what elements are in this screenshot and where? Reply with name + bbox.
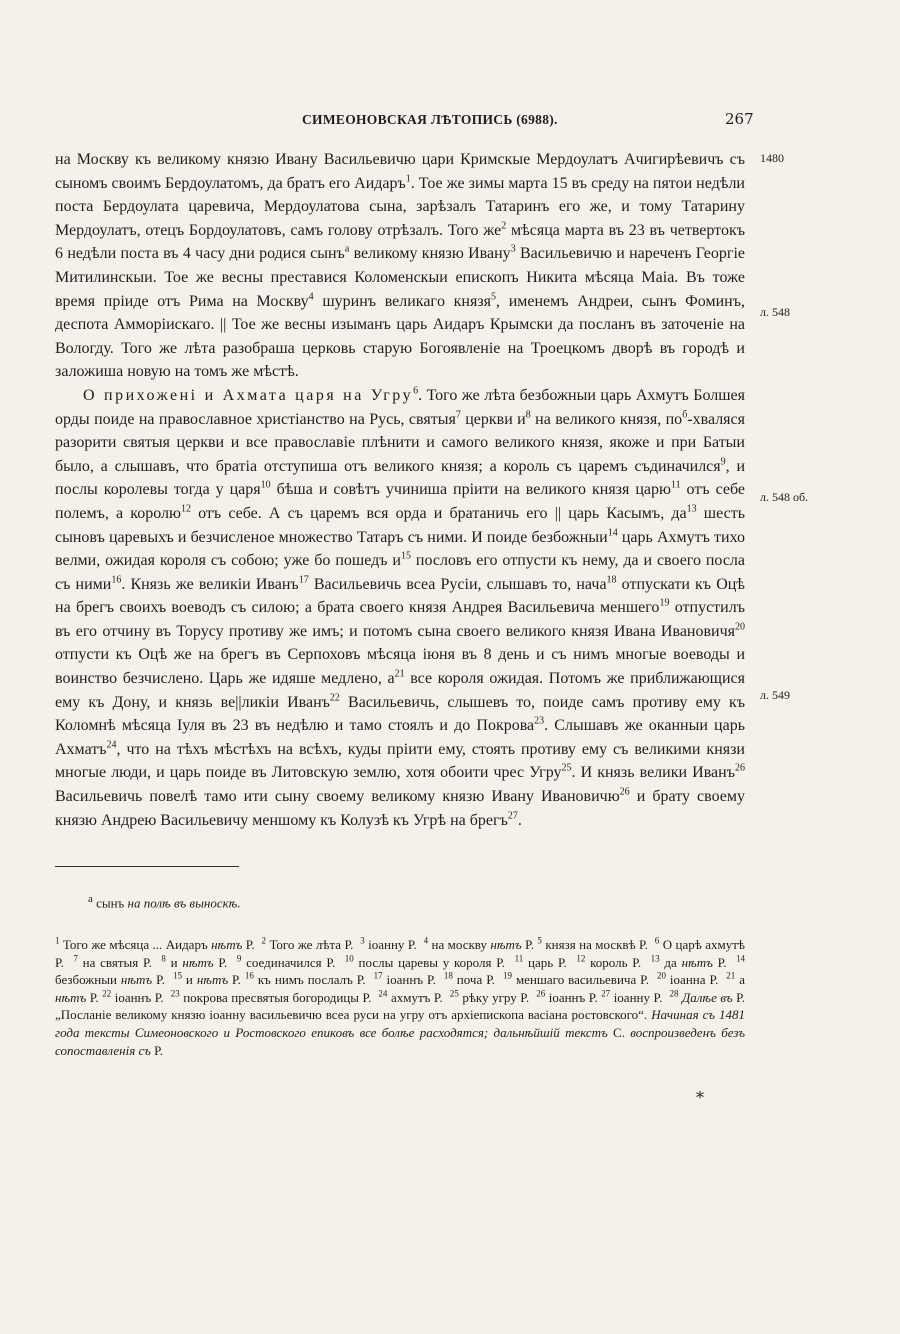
running-title: СИМЕОНОВСКАЯ ЛѢТОПИСЬ (6988).: [302, 112, 558, 127]
variant-mark: а: [88, 893, 93, 905]
footnote-divider: [55, 866, 239, 867]
chronicle-text: [55, 148, 745, 832]
variant-text: на полѣ въ выноскѣ.: [127, 895, 241, 911]
paragraph: на Москву къ великому князю Ивану Васильевичю цари Кримскые Мердоулатъ Ачигирѣевичъ съ сыномъ своимъ Бердоулатомъ, да братъ его Аидаръ$^1$. Тое же зимы марта 15 въ среду на пятои недѣли поста Бердоулата царевича, Мердоулатова сына, зарѣзалъ Татаринъ его же, и тому Татарину Мердоулатъ, отецъ Бордоулатовъ, самъ голову отрѣзалъ. Того $же^2$ мѣсяца марта въ 23 въ четвертокъ 6 недѣли поста въ 4 часу дни родися сынъ$^а$ великому князю Ивану$^3$ Васильевичю и нареченъ Георгіе Митилинскыи. Тое же весны преставися Коломенскыи епископъ Никита мѣсяца Маіа. Въ тоже время пріиде отъ Рима на Москву$^4$ шуринъ великагo князя$^5$, именемъ Андреи, сынъ Фоминъ, деспота Амморіискаго. || Тое же весны изыманъ царь Аидаръ Крымски да посланъ въ заточеніе на Вологду. Того же лѣта разобраша церковь старую Богоявленіе на Троецкомъ дворѣ въ городѣ и заложиша новую на томъ же мѣстѣ.: [55, 151, 746, 381]
variant-note: [88, 893, 241, 911]
margin-folio: л. 549: [760, 688, 790, 702]
asterisk-mark: *: [696, 1088, 704, 1107]
margin-folio: л. 548 об.: [760, 490, 809, 504]
margin-year: 1480: [760, 151, 784, 165]
footnotes: $^1$ Того же мѣсяца ... Аидаръ нѣтъ Р. $^2$ Того же лѣта Р. $^3$ іоанну Р. $^4$ на москву нѣтъ Р. $^5$ князя на москвѣ Р. $^6$ О царѣ ахмутѣ Р. $^7$ на святыя Р. $^8$ и нѣтъ Р. $^9$ соединачился Р. $^{10}$ послы царевы у короля Р. $^{11}$ царь Р. $^{12}$ король Р. $^{13}$ да нѣтъ Р. $^{14}$ безбожныи нѣтъ Р. $^{15}$ и нѣтъ Р. $^{16}$ къ нимъ послалъ Р. $^{17}$ іоаннъ Р. $^{18}$ поча Р. $^{19}$ меншаго васильевича Р. $^{20}$ іоанна Р. $^{21}$ а нѣтъ Р. $^{22}$ іоаннъ Р. $^{23}$ покрова пресвятыя богородицы Р. $^{24}$ ахмутъ Р. $^{25}$ рѣку угру Р. $^{26}$ іоаннъ Р. $^{27}$ іоанну Р. $^{28}$ Далѣе въ Р. „Посланіе великому князю іоанну васильевичю всеа руси на угру отъ архіепископа васіана ростовского“. Начиная съ 1481 года тексты Симеоновского и Ростовского епиковъ все болѣе расходятся; дальнѣйшій текстъ С. воспроизведенъ безъ сопоставленія съ Р.: [55, 935, 746, 1058]
margin-folio: л. 548: [760, 305, 790, 319]
page-header: [0, 112, 900, 136]
variant-word: сынъ: [96, 895, 125, 911]
paragraph: О прихожені и Ахмата царя на Угру$^6$. Того же лѣта безбожныи царь Ахмутъ Болшея орды поиде на православное христіанство на Русь, святыя$^7$ церкви $и^8$ на великого князя, $по^б$-хваляся разорити святыя церкви и все православіе плѣнити и самого великого князя, якоже и при Батыи было, а слышавъ, что братіа отступиша отъ великого князя; а король съ царемъ съдиначился$^9$, и послы королевы тогда у царя$^{10}$ бѣша и совѣтъ учиниша пріити на великого князя царю$^{11}$ отъ себе полемъ, а королю$^{12}$ отъ себе. А съ царемъ вся орда и братаничь его || царь Касымъ, $да^{13}$ шесть сыновъ царевыхъ и безчисленое множество Татаръ съ ними. И поиде безбожныи$^{14}$ царь Ахмутъ тихо велми, ожидая короля съ собою; уже бо пошедъ $и^{15}$ пословъ его отпусти къ нему, да и своего посла съ ними$^{16}$. Князь же великіи Иванъ$^{17}$ Васильевичь всеа Русіи, слышавъ то, нача$^{18}$ отпускати къ Оцѣ на брегъ своихъ воеводъ съ силою; а брата своего князя Андрея Васильевича меншего$^{19}$ отпустилъ въ его отчину въ Торусу противу же имъ; и потомъ сына своего великого князя Ивана Ивановичя$^{20}$ отпусти къ Оцѣ же на брегъ въ Серпоховъ мѣсяца іюня въ 8 день и съ нимъ многые воеводы и воинство безчислено. Царь же идяше медлено, $а^{21}$ все короля ожидая. Потомъ же приближающися ему къ Дону, и князь ве||ликіи Иванъ$^{22}$ Васильевичь, слышевъ то, поиде самъ противу ему къ Коломнѣ мѣсяца Іуля въ 23 въ недѣлю и тамо стоялъ и до Покрова$^{23}$. Слышавъ же оканныи царь Ахматъ$^{24}$, что на тѣхъ мѣстѣхъ на всѣхъ, куды пріити ему, стоять противу ему съ великими князи многые люди, и царь поиде въ Литовскую землю, хотя обоити чрес Угру$^{25}$. И князь велики Иванъ$^{26}$ Васильевичь повелѣ тамо ити сыну своему великому князю Ивану Ивановичю$^{26}$ и брату своему князю Андрею Васильевичу меншому къ Колузѣ къ Угрѣ на брегъ$^{27}$.: [55, 385, 746, 829]
page-number: 267: [725, 110, 754, 128]
